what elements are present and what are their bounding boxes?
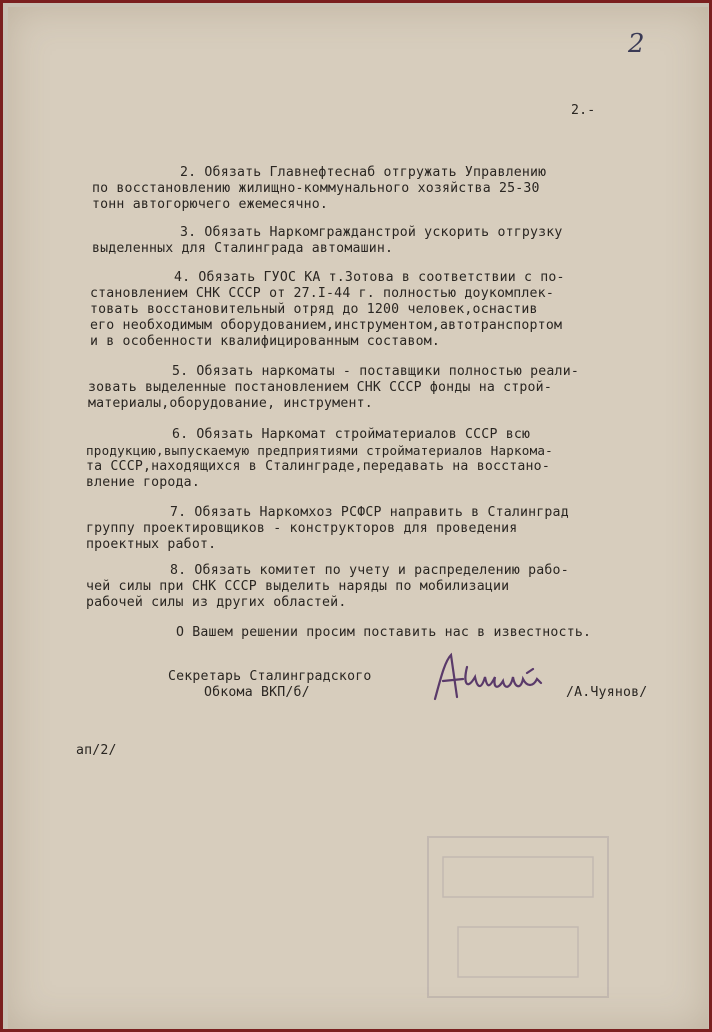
paragraph-8-line-3: рабочей силы из других областей. — [86, 595, 347, 610]
paragraph-4-line-2: становлением СНК СССР от 27.I-44 г. полностью доукомплек- — [90, 286, 554, 301]
paragraph-4-line-4: его необходимым оборудованием,инструментом,автотранспортом — [90, 318, 563, 333]
handwritten-signature — [423, 647, 573, 717]
paragraph-6-line-4: вление города. — [86, 475, 200, 490]
paragraph-5-line-1: 5. Обязать наркоматы - поставщики полностью реали- — [172, 364, 579, 379]
paragraph-2-line-3: тонн автогорючего ежемесячно. — [92, 197, 329, 212]
archive-page-number: 2 — [628, 29, 645, 59]
signatory-title-line-1: Секретарь Сталинградского — [168, 669, 372, 684]
paragraph-6-line-2: продукцию,выпускаемую предприятиями стройматериалов Наркома- — [86, 443, 553, 458]
paragraph-4-line-3: товать восстановительный отряд до 1200 человек,оснастив — [90, 302, 538, 317]
paragraph-2-line-2: по восстановлению жилищно-коммунального хозяйства 25-30 — [92, 181, 540, 196]
paragraph-6-line-1: 6. Обязать Наркомат стройматериалов СССР всю — [172, 427, 531, 442]
paragraph-4-line-1: 4. Обязать ГУОС КА т.Зотова в соответствии с по- — [174, 270, 565, 285]
document-page — [8, 7, 708, 1029]
paragraph-3-line-1: 3. Обязать Наркомгражданстрой ускорить отгрузку — [180, 225, 563, 240]
faint-archive-stamp — [418, 827, 618, 1007]
paragraph-5-line-2: зовать выделенные постановлением СНК СССР фонды на строй- — [88, 380, 552, 395]
paragraph-5-line-3: материалы,оборудование, инструмент. — [88, 396, 373, 411]
paragraph-6-line-3: та СССР,находящихся в Сталинграде,передавать на восстано- — [86, 459, 550, 474]
paragraph-4-line-5: и в особенности квалифицированным составом. — [90, 334, 441, 349]
closing-line: О Вашем решении просим поставить нас в известность. — [176, 625, 592, 640]
document-reference: ап/2/ — [76, 743, 117, 758]
paragraph-8-line-2: чей силы при СНК СССР выделить наряды по мобилизации — [86, 579, 510, 594]
paragraph-2-line-1: 2. Обязать Главнефтеснаб отгружать Управлению — [180, 165, 547, 180]
paragraph-7-line-1: 7. Обязать Наркомхоз РСФСР направить в Сталинград — [170, 505, 569, 520]
signatory-name: /А.Чуянов/ — [566, 685, 648, 700]
page-number: 2.- — [571, 103, 596, 118]
signatory-title-line-2: Обкома ВКП/б/ — [204, 685, 310, 700]
paragraph-8-line-1: 8. Обязать комитет по учету и распределению рабо- — [170, 563, 569, 578]
paragraph-3-line-2: выделенных для Сталинграда автомашин. — [92, 241, 394, 256]
paragraph-7-line-3: проектных работ. — [86, 537, 217, 552]
paragraph-7-line-2: группу проектировщиков - конструкторов для проведения — [86, 521, 518, 536]
